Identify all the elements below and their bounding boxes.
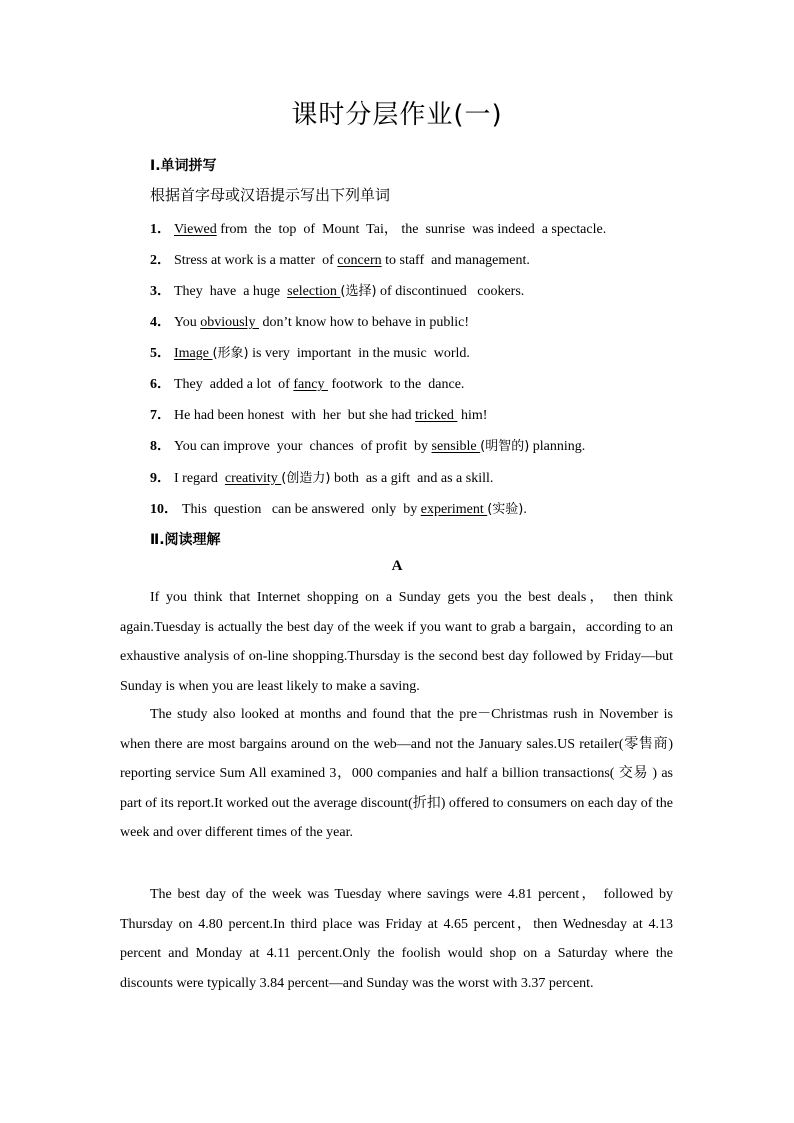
paragraph-1: If you think that Internet shopping on a Sunday gets you the best deals， then think again.Tuesday is actually the best day of the week if you want to grab a bargain，according to an exhaustive analysis of on-line shopping.Thursday is the second best day followed by Friday—but Sunday is when you are least likely to make a saving. [120,590,673,694]
item-text-before: You [174,315,201,330]
item-chinese-hint: (创造力) [281,471,331,486]
item-text-before: Stress at work is a matter of [174,253,338,268]
passage-letter: A [391,558,403,574]
item-number: 2． [150,253,171,268]
item-text-after: don’t know how to behave in public! [258,315,470,330]
item-answer: obviously [200,315,259,330]
spelling-item [150,404,487,424]
spelling-item [150,373,464,393]
item-answer: Image [174,346,213,361]
spelling-item [150,435,585,455]
item-text-after: from the top of Mount Tai， the sunrise was indeed a spectacle. [216,222,607,237]
item-chinese-hint: (形象) [212,346,249,361]
item-chinese-hint: (实验) [487,502,524,517]
item-number: 6． [150,377,171,392]
item-number: 7． [150,408,171,423]
section-heading-reading: Ⅱ.阅读理解 [150,532,221,548]
item-text-before: He had been honest with her but she had [174,408,416,423]
item-text-after: planning. [529,439,586,454]
item-answer: concern [337,253,382,268]
item-text-before: They have a huge [174,284,288,299]
spelling-item [150,311,469,331]
item-chinese-hint: (选择) [340,284,377,299]
section-heading-spelling: Ⅰ.单词拼写 [150,158,217,174]
spelling-item [150,218,606,238]
item-answer: experiment [420,502,488,517]
item-text-after: . [523,502,527,517]
paragraph-3: The best day of the week was Tuesday where savings were 4.81 percent， followed by Thursday on 4.80 percent.In third place was Friday at 4.65 percent，then Wednesday at 4.13 percent and Monday at 4.11 percent.Only the foolish would shop on a Saturday where the discounts were typically 3.84 percent—and Sunday was the worst with 3.37 percent. [120,887,673,991]
item-text-after: footwork to the dance. [327,377,465,392]
item-answer: creativity [224,471,282,486]
spelling-item [150,498,527,518]
spelling-item [150,342,470,362]
item-number: 10． [150,502,178,517]
item-text-before: They added a lot of [174,377,294,392]
item-chinese-hint: (明智的) [480,439,530,454]
spelling-item [150,280,524,300]
section-instruction: 根据首字母或汉语提示写出下列单词 [150,186,391,204]
item-text-before: You can improve your chances of profit by [174,439,432,454]
item-answer: selection [287,284,341,299]
paragraph-2: The study also looked at months and found that the pre－Christmas rush in November is when there are most bargains around on the web—and not the January sales.US retailer(零售商) reporting service Sum All examined 3，000 companies and half a billion transactions( 交易 ) as part of its report.It worked out the average discount(折扣) offered to consumers on each day of the week and over different times of the year. [120,707,673,840]
item-text-after: is very important in the music world. [248,346,470,361]
item-answer: Viewed [174,222,217,237]
item-text-before: This question can be answered only by [182,502,421,517]
page-title: 课时分层作业(一) [291,100,503,130]
spelling-item [150,249,530,269]
item-number: 8． [150,439,171,454]
item-answer: sensible [431,439,481,454]
item-number: 5． [150,346,171,361]
item-text-after: of discontinued cookers. [376,284,525,299]
item-answer: tricked [415,408,458,423]
item-text-after: to staff and management. [381,253,530,268]
item-text-before: I regard [174,471,225,486]
item-number: 1． [150,222,171,237]
spelling-item [150,467,493,487]
item-text-after: both as a gift and as a skill. [330,471,494,486]
item-number: 3． [150,284,171,299]
item-number: 4． [150,315,171,330]
item-number: 9． [150,471,171,486]
item-text-after: him! [457,408,488,423]
item-answer: fancy [293,377,328,392]
